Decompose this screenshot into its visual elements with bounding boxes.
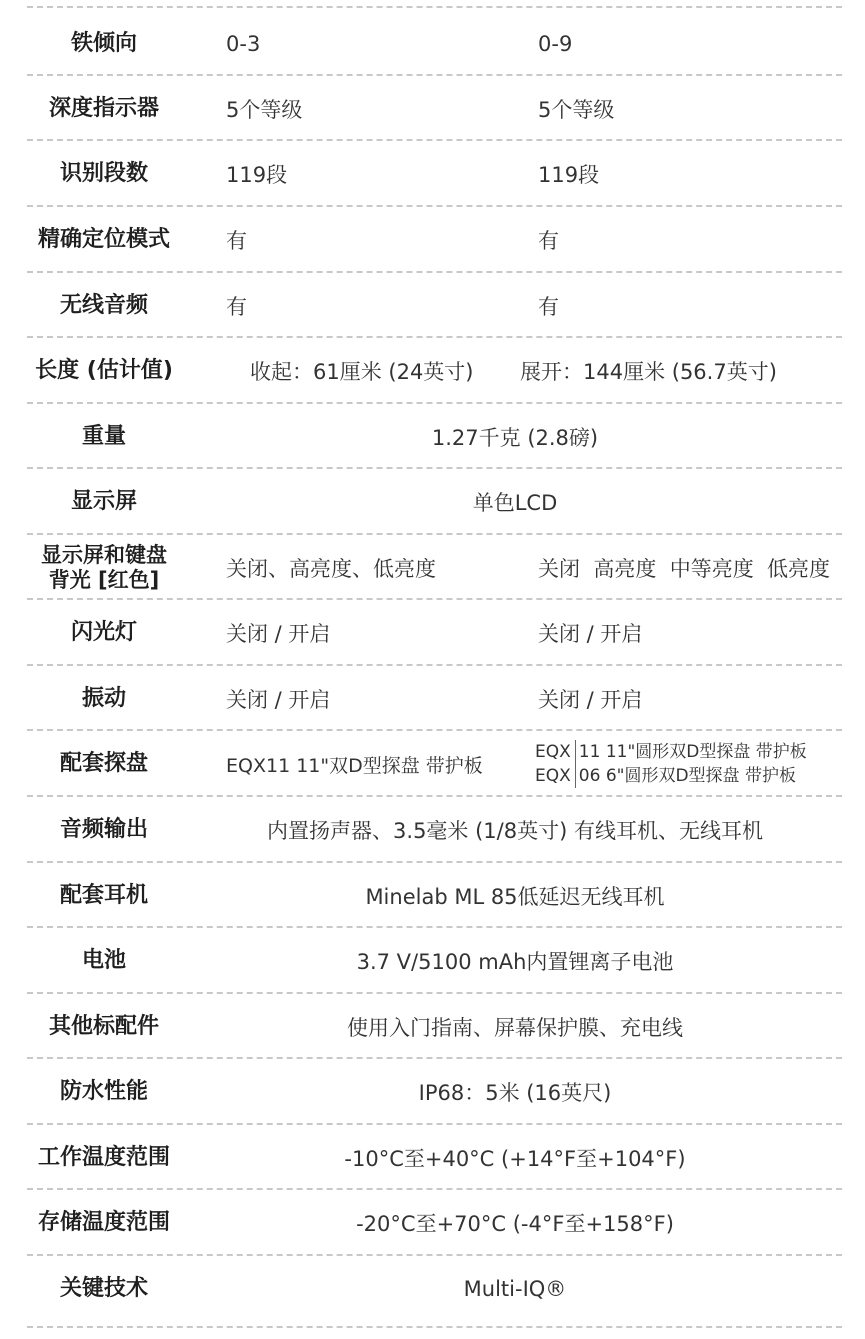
spec-row-coils (0, 733, 865, 795)
spec-value-model-1: 有 (226, 295, 247, 319)
spec-row-weight (0, 406, 865, 468)
coil-model: EQX (535, 766, 571, 786)
spec-value-folded: 收起：61厘米 (24英寸) (250, 360, 474, 384)
spec-row-display (0, 471, 865, 533)
spec-row-length (0, 340, 865, 402)
spec-value-model-1: 0-3 (226, 32, 261, 56)
spec-row-headphones (0, 865, 865, 927)
spec-label: 无线音频 (59, 293, 148, 318)
spec-row-segments (0, 143, 865, 205)
divider (27, 1057, 842, 1059)
spec-value: IP68：5米 (16英尺) (418, 1081, 612, 1105)
divider (27, 271, 842, 273)
spec-value-model-1: 有 (226, 229, 247, 253)
spec-row-vibration (0, 668, 865, 730)
divider (27, 1254, 842, 1256)
divider (27, 74, 842, 76)
divider (27, 795, 842, 797)
coil-item (535, 764, 807, 788)
spec-value-model-1: 关闭 / 开启 (226, 622, 331, 646)
coil-description: 06 6"圆形双D型探盘 带护板 (575, 764, 796, 788)
spec-row-iron-bias (0, 13, 865, 75)
spec-row-battery (0, 930, 865, 992)
spec-row-depth-indicator (0, 78, 865, 140)
spec-label: 配套探盘 (59, 751, 148, 776)
coil-list (535, 733, 807, 795)
spec-label: 精确定位模式 (37, 227, 170, 252)
spec-label: 其他标配件 (48, 1014, 159, 1039)
spec-row-operating-temp (0, 1127, 865, 1189)
spec-value-model-1: 关闭、高亮度、低亮度 (226, 557, 436, 581)
divider (27, 861, 842, 863)
spec-label: 配套耳机 (59, 883, 148, 908)
divider (27, 664, 842, 666)
spec-value-model-1: 关闭 / 开启 (226, 688, 331, 712)
spec-row-backlight (0, 537, 865, 599)
divider (27, 402, 842, 404)
spec-label: 深度指示器 (48, 96, 159, 121)
spec-value-model-2: 5个等级 (538, 98, 615, 122)
spec-value: -10°C至+40°C (+14°F至+104°F) (344, 1147, 686, 1171)
divider (27, 205, 842, 207)
spec-row-pinpoint (0, 209, 865, 271)
coil-model: EQX (535, 742, 571, 762)
divider (27, 336, 842, 338)
spec-label: 存储温度范围 (37, 1210, 170, 1235)
spec-value-model-2: 有 (538, 229, 559, 253)
spec-row-audio-output (0, 799, 865, 861)
spec-label: 显示屏 (70, 489, 137, 514)
spec-value-extended: 展开：144厘米 (56.7英寸) (520, 360, 777, 384)
divider (27, 1123, 842, 1125)
divider (27, 1326, 842, 1328)
divider (27, 533, 842, 535)
spec-value-model-2: 关闭 / 开启 (538, 622, 643, 646)
spec-label: 电池 (81, 948, 126, 973)
spec-value: Minelab ML 85低延迟无线耳机 (365, 885, 665, 909)
spec-label: 工作温度范围 (37, 1145, 170, 1170)
coil-description: 11 11"圆形双D型探盘 带护板 (575, 740, 807, 764)
spec-label: 闪光灯 (70, 620, 137, 645)
spec-label: 显示屏和键盘 背光 [红色] (41, 543, 167, 592)
divider (27, 992, 842, 994)
spec-value: 使用入门指南、屏幕保护膜、充电线 (347, 1016, 683, 1040)
spec-label: 关键技术 (59, 1276, 148, 1301)
coil-item (535, 740, 807, 764)
spec-label: 铁倾向 (70, 31, 137, 56)
spec-value-model-2: 0-9 (538, 32, 573, 56)
divider (27, 598, 842, 600)
spec-label: 长度 (估计值) (35, 358, 173, 383)
spec-value: 内置扬声器、3.5毫米 (1/8英寸) 有线耳机、无线耳机 (267, 819, 763, 843)
spec-value: 单色LCD (472, 491, 558, 515)
spec-row-accessories (0, 996, 865, 1058)
spec-row-wireless-audio (0, 275, 865, 337)
spec-row-waterproof (0, 1061, 865, 1123)
spec-value-model-1: 5个等级 (226, 98, 303, 122)
spec-label: 重量 (81, 424, 126, 449)
spec-value: -20°C至+70°C (-4°F至+158°F) (356, 1212, 674, 1236)
spec-value: 3.7 V/5100 mAh内置锂离子电池 (356, 950, 674, 974)
spec-value: Multi-IQ® (463, 1277, 567, 1301)
divider (27, 926, 842, 928)
divider (27, 139, 842, 141)
divider (27, 6, 842, 8)
spec-value-model-2: 有 (538, 295, 559, 319)
spec-value: 1.27千克 (2.8磅) (431, 426, 599, 450)
spec-value-model-2: 关闭 高亮度 中等亮度 低亮度 (538, 557, 831, 581)
spec-label: 防水性能 (59, 1079, 148, 1104)
spec-row-storage-temp (0, 1192, 865, 1254)
spec-value-model-1: EQX11 11"双D型探盘 带护板 (226, 754, 483, 777)
spec-row-flashlight (0, 602, 865, 664)
spec-row-technology (0, 1258, 865, 1320)
divider (27, 729, 842, 731)
spec-value-model-2: 119段 (538, 163, 600, 187)
divider (27, 1188, 842, 1190)
spec-label: 振动 (81, 686, 126, 711)
spec-value-model-2: 关闭 / 开启 (538, 688, 643, 712)
spec-label: 音频输出 (59, 817, 148, 842)
divider (27, 467, 842, 469)
spec-value-model-1: 119段 (226, 163, 288, 187)
spec-label: 识别段数 (59, 161, 148, 186)
